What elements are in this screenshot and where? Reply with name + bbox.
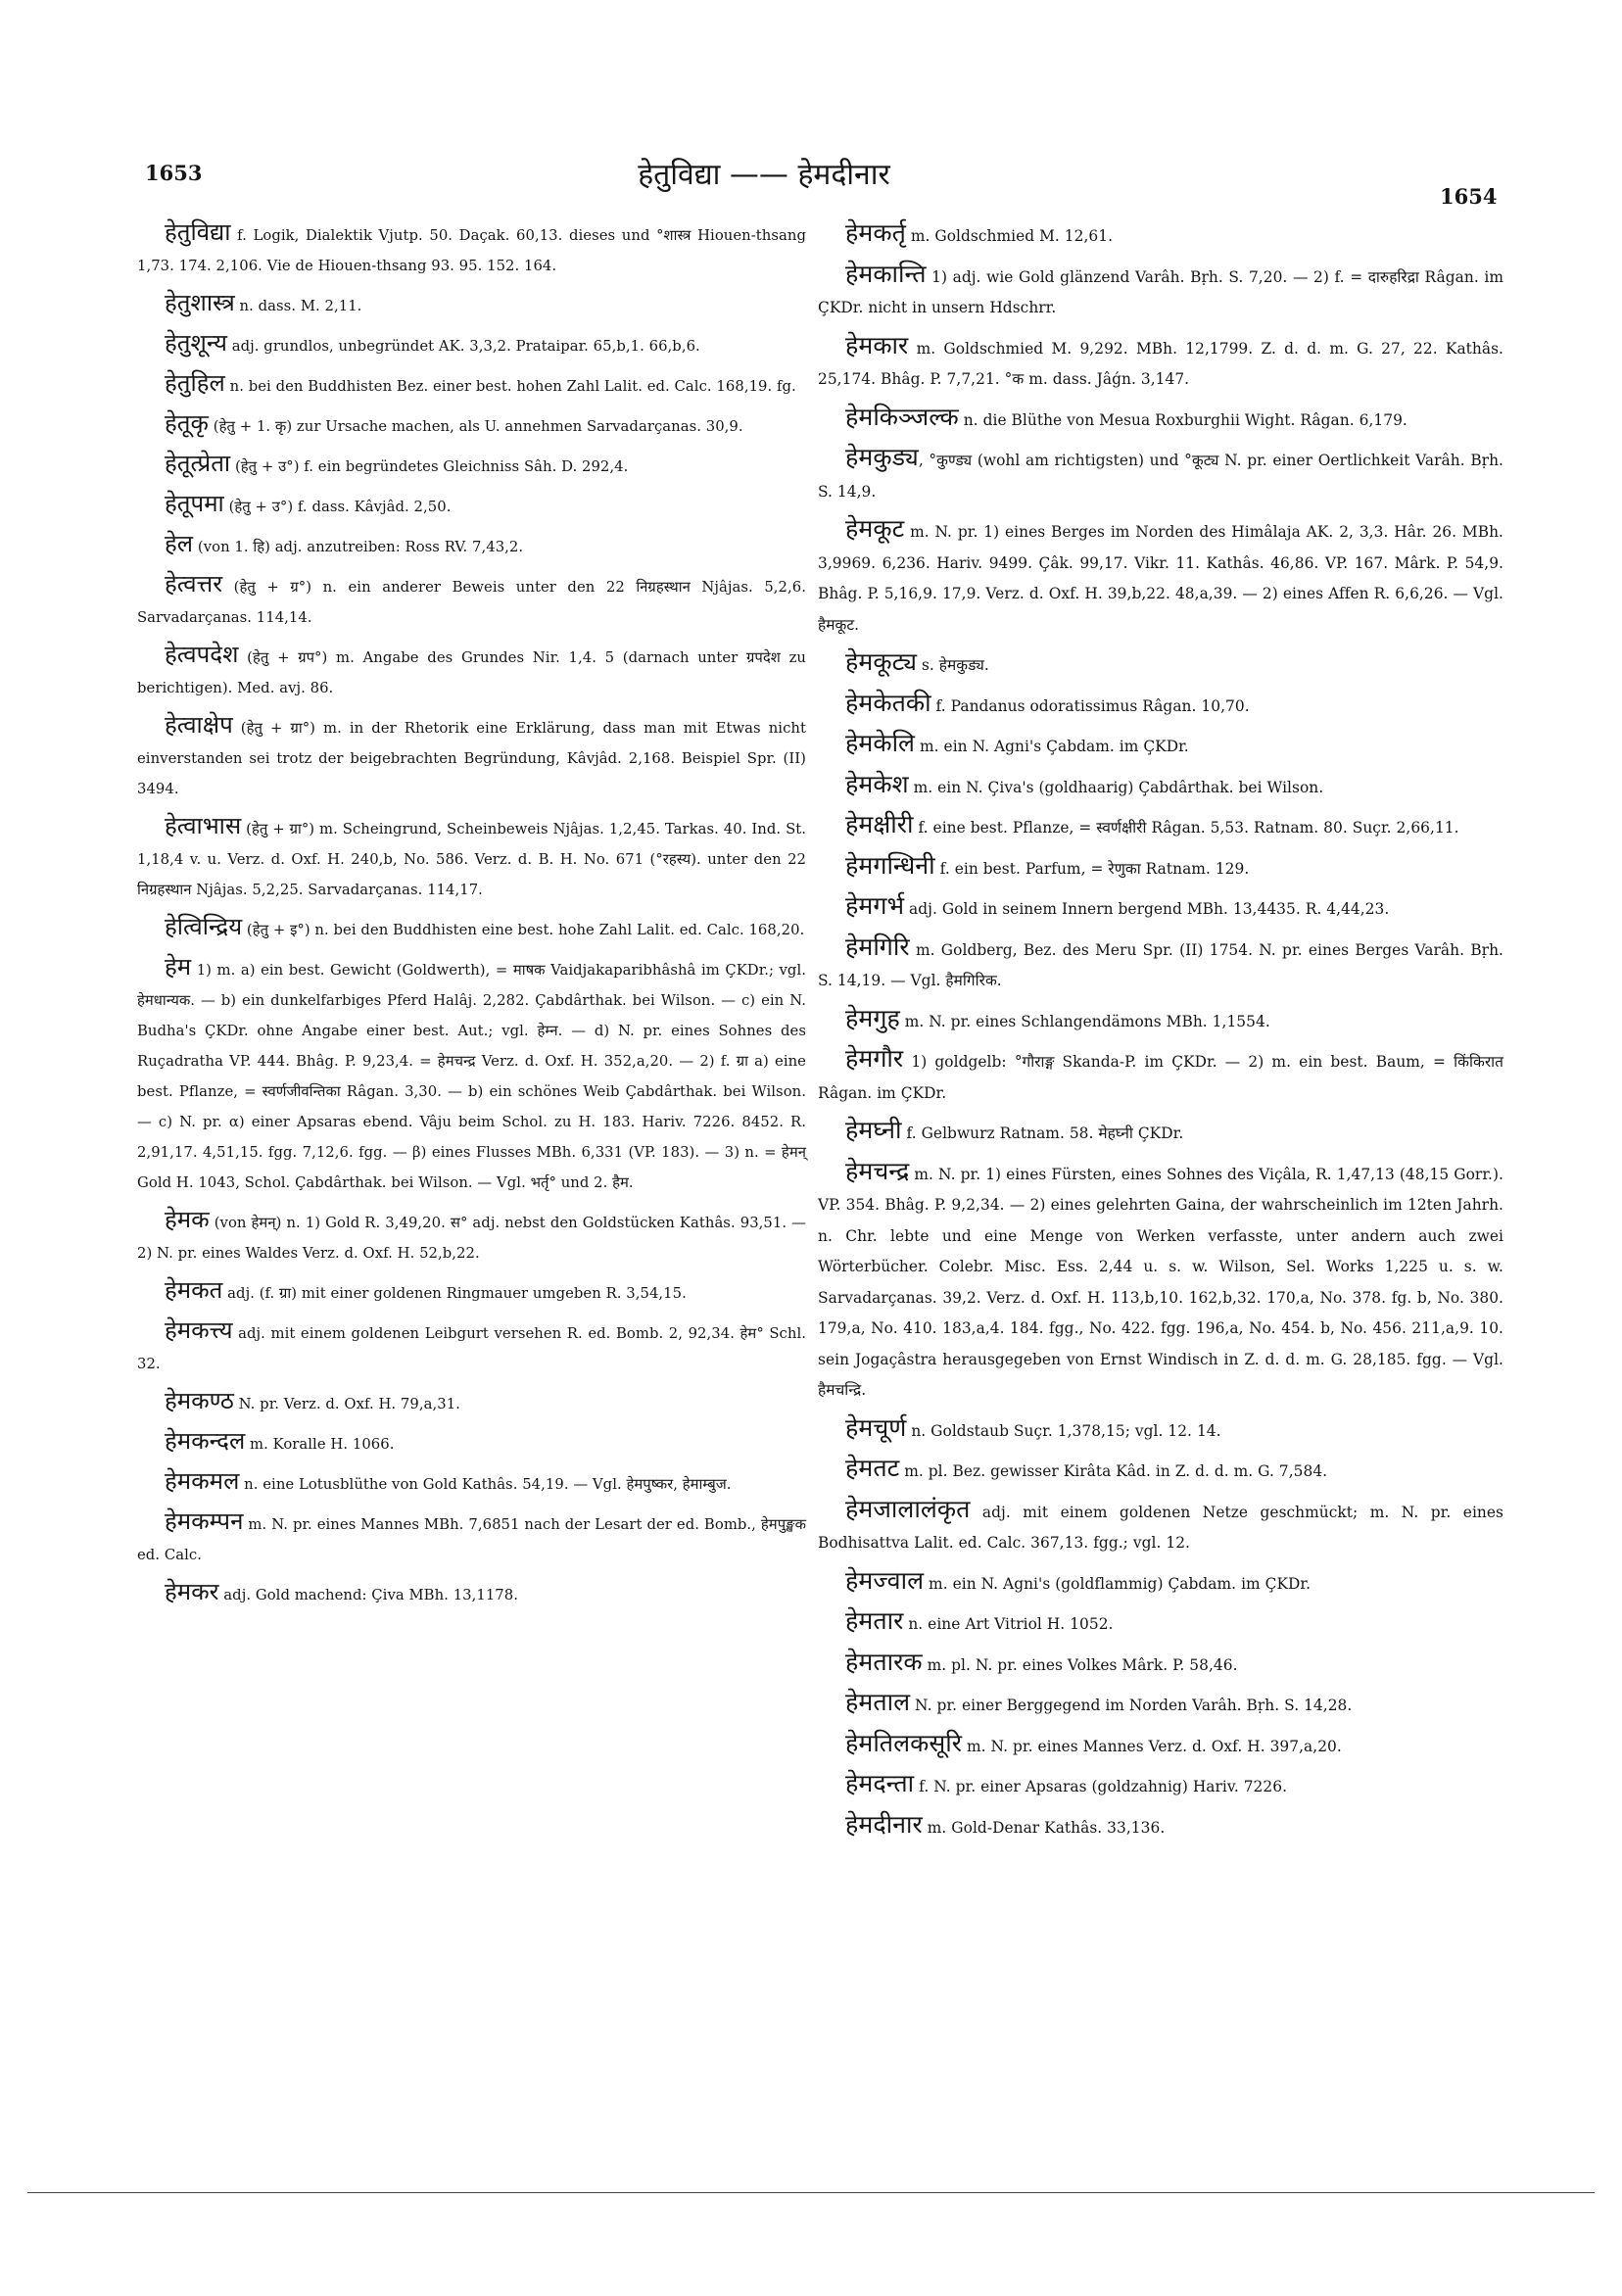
entry-headword: हेमकमल [165, 1467, 240, 1495]
dictionary-entry [818, 1565, 1503, 1601]
dictionary-entry [137, 811, 806, 905]
entry-definition: m. N. pr. eines Mannes MBh. 7,6851 nach der Lesart der ed. Bomb., हेमपुङ्खक ed. Calc. [137, 1516, 806, 1563]
dictionary-entry [818, 259, 1503, 324]
dictionary-entry [137, 710, 806, 804]
entry-definition: f. eine best. Pflanze, = स्वर्णक्षीरी Râgan. 5,53. Ratnam. 80. Suçr. 2,66,11. [913, 819, 1459, 837]
dictionary-entry [818, 1605, 1503, 1641]
entry-headword: हेमकुड्य [845, 443, 919, 471]
entry-definition: (हेतु + उ°) f. dass. Kâvjâd. 2,50. [223, 499, 452, 515]
dictionary-entry [137, 1275, 806, 1309]
entry-definition: s. हेमकुड्य. [917, 656, 989, 674]
entry-definition: f. Logik, Dialektik Vjutp. 50. Daçak. 60,13. dieses und °शास्त्र Hiouen-thsang 1,73. 174. 2,106. Vie de Hiouen-thsang 93. 95. 152. 164. [137, 227, 806, 274]
entry-definition: m. Koralle H. 1066. [245, 1436, 395, 1453]
dictionary-entry [818, 932, 1503, 997]
entry-definition: f. ein best. Parfum, = रेणुका Ratnam. 129. [934, 859, 1250, 878]
entry-definition: n. eine Art Vitriol H. 1052. [903, 1615, 1114, 1633]
dictionary-entry [137, 529, 806, 562]
entry-headword: हेमचन्द्र [845, 1156, 910, 1185]
dictionary-entry [818, 890, 1503, 926]
entry-definition: N. pr. Verz. d. Oxf. H. 79,a,31. [233, 1396, 460, 1412]
dictionary-entry [818, 1687, 1503, 1722]
entry-headword: हेतूकृ [165, 409, 210, 437]
entry-definition: adj. (f. ग्रा) mit einer goldenen Ringmauer umgeben R. 3,54,15. [222, 1285, 687, 1302]
entry-headword: हेमगौर [845, 1044, 904, 1073]
entry-definition: adj. grundlos, unbegründet AK. 3,3,2. Prataipar. 65,b,1. 66,b,6. [227, 338, 700, 355]
dictionary-entry [818, 646, 1503, 682]
entry-headword: हेत्वपदेश [165, 641, 239, 668]
entry-headword: हेमकत [165, 1276, 223, 1304]
dictionary-entry [818, 728, 1503, 763]
dictionary-entry [137, 1315, 806, 1379]
left-page-number: 1653 [145, 161, 203, 185]
dictionary-entry [137, 1466, 806, 1500]
entry-definition: f. N. pr. einer Apsaras (goldzahnig) Hariv. 7226. [914, 1778, 1288, 1795]
entry-definition: m. Goldschmied M. 9,292. MBh. 12,1799. Z. d. d. m. G. 27, 22. Kathâs. 25,174. Bhâg. P. 7,7,21. °क m. dass. Jâǵn. 3,147. [818, 339, 1503, 388]
entry-headword: हेमदीनार [845, 1809, 923, 1839]
entry-definition: n. eine Lotusblüthe von Gold Kathâs. 54,19. — Vgl. हेमपुष्कर, हेमाम्बुज. [239, 1476, 732, 1493]
entry-headword: हेमकूट [845, 514, 905, 543]
entry-definition: (हेतु + इ°) n. bei den Buddhisten eine best. hohe Zahl Lalit. ed. Calc. 168,20. [242, 922, 805, 938]
dictionary-entry [137, 1577, 806, 1610]
dictionary-entry [137, 1507, 806, 1570]
dictionary-entry [137, 1386, 806, 1419]
entry-definition: n. Goldstaub Suçr. 1,378,15; vgl. 12. 14. [906, 1421, 1221, 1440]
dictionary-entry [137, 640, 806, 703]
dictionary-entry [818, 809, 1503, 844]
entry-headword: हेमकम्पन [165, 1507, 244, 1535]
entry-headword: हेमगुह [845, 1003, 900, 1032]
entry-definition: m. N. pr. 1) eines Fürsten, eines Sohnes des Viçâla, R. 1,47,13 (48,15 Gorr.). VP. 354. Bhâg. P. 9,2,34. — 2) eines gelehrten Gaina, der wahrscheinlich im 12ten Jahrh. n. Chr. lebte und eine Menge von Werken verfasste, unter andern auch zwei Wörterbücher. Colebr. Misc. Ess. 2,44 u. s. w. Wilson, Sel. Works 1,225 u. s. w. Sarvadarçanas. 39,2. Verz. d. Oxf. H. 113,b,10. 162,b,32. 170,a, No. 378. fg. b, No. 380. 179,a, No. 410. 183,a,4. 184. fgg., No. 422. fgg. 196,a, No. 454. b, No. 456. 211,a,9. 10. sein Jogaçâstra herausgegeben von Ernst Windisch in Z. d. d. m. G. 28,185. fgg. — Vgl. हैमचन्द्रि. [818, 1165, 1503, 1399]
dictionary-entry [137, 368, 806, 402]
entry-definition: adj. Gold machend: Çiva MBh. 13,1178. [218, 1587, 518, 1603]
entry-definition: f. Pandanus odoratissimus Râgan. 10,70. [930, 696, 1250, 715]
entry-headword: हेत्विन्द्रिय [165, 913, 243, 940]
entry-definition: m. ein N. Agni's Çabdam. im ÇKDr. [915, 738, 1189, 755]
entry-headword: हेमगन्धिनी [845, 850, 935, 880]
dictionary-entry [818, 688, 1503, 723]
dictionary-entry [818, 1453, 1503, 1488]
entry-definition: , °कुण्ड्य (wohl am richtigsten) und °कूट्य N. pr. einer Oertlichkeit Varâh. Bṛh. S. 14,9. [818, 452, 1503, 501]
entry-definition: (von हेमन्) n. 1) Gold R. 3,49,20. स° adj. nebst den Goldstücken Kathâs. 93,51. — 2) N. pr. eines Waldes Verz. d. Oxf. H. 52,b,22. [137, 1215, 806, 1262]
entry-definition: n. die Blüthe von Mesua Roxburghii Wight. Râgan. 6,179. [958, 410, 1407, 429]
entry-definition: m. N. pr. 1) eines Berges im Norden des Himâlaja AK. 2, 3,3. Hâr. 26. MBh. 3,9969. 6,236. Hariv. 9499. Çâk. 99,17. Vikr. 11. Kathâs. 46,86. VP. 167. Mârk. P. 54,9. Bhâg. P. 5,16,9. 17,9. Verz. d. Oxf. H. 39,b,22. 48,a,39. — 2) eines Affen R. 6,6,26. — Vgl. हैमकूट. [818, 523, 1503, 634]
entry-definition: adj. Gold in seinem Innern bergend MBh. 13,4435. R. 4,44,23. [904, 900, 1390, 918]
dictionary-entry [818, 330, 1503, 396]
entry-headword: हेमतट [845, 1454, 900, 1482]
dictionary-entry [137, 912, 806, 945]
entry-definition: (हेतु + उ°) f. ein begründetes Gleichniss Sâh. D. 292,4. [230, 458, 629, 475]
entry-definition: m. ein N. Agni's (goldflammig) Çabdam. im ÇKDr. [924, 1574, 1312, 1593]
dictionary-entry [137, 328, 806, 361]
entry-definition: adj. mit einem goldenen Leibgurt versehen R. ed. Bomb. 2, 92,34. हेम° Schl. 32. [137, 1325, 806, 1372]
entry-headword: हेमकर्तृ [845, 218, 906, 247]
dictionary-entry [137, 288, 806, 321]
entry-headword: हेतुशून्य [165, 329, 227, 357]
entry-headword: हेमकत्त्य [165, 1316, 233, 1344]
entry-headword: हेमकार [845, 330, 909, 359]
dictionary-entry [137, 1426, 806, 1459]
entry-headword: हेतूपमा [165, 490, 224, 517]
right-column [818, 217, 1503, 1849]
entry-headword: हेमकूट्य [845, 647, 918, 676]
entry-headword: हेत्वाक्षेप [165, 711, 233, 739]
entry-headword: हेमजालालंकृत [845, 1494, 971, 1523]
dictionary-entry [137, 449, 806, 482]
dictionary-entry [818, 1647, 1503, 1682]
entry-definition: (von 1. हि) adj. anzutreiben: Ross RV. 7,43,2. [193, 539, 524, 555]
entry-headword: हेमताल [845, 1688, 911, 1716]
footer-rule [27, 2192, 1595, 2193]
entry-definition: (हेतु + ग्रा°) m. Scheingrund, Scheinbeweis Njâjas. 1,2,45. Tarkas. 40. Ind. St. 1,18,4 v. u. Verz. d. Oxf. H. 240,b, No. 586. Verz. d. B. H. No. 671 (°रहस्य). unter den 22 निग्रहस्थान Njâjas. 5,2,25. Sarvadarçanas. 114,17. [137, 821, 806, 898]
entry-headword: हेमगिरि [845, 932, 910, 961]
entry-definition: 1) goldgelb: °गौराङ्ग Skanda-P. im ÇKDr. — 2) m. ein best. Baum, = किंकिरात Râgan. im ÇKDr. [818, 1053, 1503, 1102]
entry-headword: हेतुहिल [165, 369, 225, 397]
dictionary-entry [818, 769, 1503, 804]
dictionary-entry [137, 217, 806, 281]
entry-definition: (हेतु + ग्रप°) m. Angabe des Grundes Nir. 1,4. 5 (darnach unter ग्रपदेश zu berichtigen). Med. avj. 86. [137, 649, 806, 696]
dictionary-entry [137, 489, 806, 522]
page-header [0, 147, 1622, 209]
entry-definition: m. Goldschmied M. 12,61. [905, 227, 1114, 245]
entry-definition: 1) m. a) ein best. Gewicht (Goldwerth), = माषक Vaidjakaparibhâshâ im ÇKDr.; vgl. हेमधान्यक. — b) ein dunkelfarbiges Pferd Halâj. 2,282. Çabdârthak. bei Wilson. — c) ein N. Budha's ÇKDr. ohne Angabe einer best. Aut.; vgl. हेम्न. — d) N. pr. eines Sohnes des Ruçadratha VP. 444. Bhâg. P. 9,23,4. = हेमचन्द्र Verz. d. Oxf. H. 352,a,20. — 2) f. ग्रा a) eine best. Pflanze, = स्वर्णजीवन्तिका Râgan. 3,30. — b) ein schönes Weib Çabdârthak. bei Wilson. — c) N. pr. α) einer Apsaras ebend. Vâju beim Schol. zu H. 183. Hariv. 7226. 8452. R. 2,91,17. 4,51,15. fgg. 7,12,6. fgg. — β) eines Flusses MBh. 6,331 (VP. 183). — 3) n. = हेमन् Gold H. 1043, Schol. Çabdârthak. bei Wilson. — Vgl. भर्तृ° und 2. हैम. [137, 962, 806, 1191]
entry-definition: m. N. pr. eines Mannes Verz. d. Oxf. H. 397,a,20. [962, 1737, 1342, 1755]
running-head: हेतुविद्या —— हेमदीनार [638, 158, 890, 192]
entry-headword: हेमकेतकी [845, 688, 931, 717]
left-column [137, 217, 806, 1617]
entry-headword: हेमदन्ता [845, 1769, 915, 1797]
entry-headword: हेमकेश [845, 769, 909, 798]
dictionary-entry [818, 1412, 1503, 1448]
dictionary-entry [818, 402, 1503, 437]
entry-headword: हेल [165, 530, 194, 557]
dictionary-entry [818, 1494, 1503, 1559]
right-page-number: 1654 [1440, 184, 1498, 209]
entry-headword: हेतूत्प्रेता [165, 450, 231, 477]
entry-headword: हेमज्वाल [845, 1565, 925, 1595]
dictionary-entry [818, 1156, 1503, 1407]
entry-definition: m. ein N. Çiva's (goldhaarig) Çabdârthak. bei Wilson. [908, 778, 1324, 796]
dictionary-entry [818, 1728, 1503, 1763]
entry-headword: हेम [165, 953, 192, 981]
dictionary-entry [818, 513, 1503, 641]
entry-definition: m. pl. N. pr. eines Volkes Mârk. P. 58,46. [922, 1655, 1238, 1674]
entry-headword: हेमक [165, 1206, 210, 1233]
dictionary-entry [818, 850, 1503, 885]
dictionary-entry [137, 408, 806, 442]
entry-definition: m. Gold-Denar Kathâs. 33,136. [922, 1818, 1166, 1837]
entry-headword: हेमकिञ्जल्क [845, 402, 959, 431]
dictionary-entry [818, 217, 1503, 253]
dictionary-entry [137, 952, 806, 1198]
dictionary-entry [818, 1043, 1503, 1109]
entry-definition: (हेतु + ग्र°) n. ein anderer Beweis unter den 22 निग्रहस्थान Njâjas. 5,2,6. Sarvadarçanas. 114,14. [137, 579, 806, 626]
entry-headword: हेमकण्ठ [165, 1387, 234, 1414]
entry-headword: हेमघ्नी [845, 1116, 902, 1144]
entry-headword: हेमकान्ति [845, 259, 927, 288]
entry-headword: हेमगर्भ [845, 891, 905, 920]
entry-definition: adj. mit einem goldenen Netze geschmückt; m. N. pr. eines Bodhisattva Lalit. ed. Calc. 367,13. fgg.; vgl. 12. [818, 1503, 1503, 1552]
entry-headword: हेमचूर्ण [845, 1412, 907, 1442]
entry-definition: n. bei den Buddhisten Bez. einer best. hohen Zahl Lalit. ed. Calc. 168,19. fg. [224, 378, 796, 395]
dictionary-entry [137, 1205, 806, 1268]
entry-definition: m. Goldberg, Bez. des Meru Spr. (II) 1754. N. pr. eines Berges Varâh. Bṛh. S. 14,19. — Vgl. हैमगिरिक. [818, 940, 1503, 989]
dictionary-entry [818, 1809, 1503, 1844]
entry-headword: हेमकन्दल [165, 1427, 246, 1455]
entry-definition: m. pl. Bez. gewisser Kirâta Kâd. in Z. d. d. m. G. 7,584. [899, 1462, 1328, 1480]
dictionary-entry [137, 569, 806, 633]
entry-definition: (हेतु + 1. कृ) zur Ursache machen, als U. annehmen Sarvadarçanas. 30,9. [209, 418, 743, 435]
entry-headword: हेतुशास्त्र [165, 289, 235, 316]
entry-definition: f. Gelbwurz Ratnam. 58. मेहघ्नी ÇKDr. [901, 1124, 1184, 1142]
entry-definition: n. dass. M. 2,11. [234, 298, 362, 314]
entry-headword: हेमकेलि [845, 729, 916, 757]
entry-definition: (हेतु + ग्रा°) m. in der Rhetorik eine Erklärung, dass man mit Etwas nicht einverstanden sei trotz der beigebrachten Begründung, Kâvjâd. 2,168. Beispiel Spr. (II) 3494. [137, 720, 806, 797]
entry-headword: हेतुविद्या [165, 218, 231, 246]
dictionary-entry [818, 1115, 1503, 1150]
entry-headword: हेत्वाभास [165, 812, 242, 839]
entry-definition: N. pr. einer Berggegend im Norden Varâh. Bṛh. S. 14,28. [910, 1697, 1353, 1714]
entry-headword: हेमक्षीरी [845, 810, 914, 838]
entry-headword: हेमतारक [845, 1647, 923, 1676]
entry-headword: हेमतार [845, 1606, 904, 1635]
dictionary-entry [818, 1003, 1503, 1038]
entry-headword: हेत्वत्तर [165, 570, 223, 598]
entry-definition: m. N. pr. eines Schlangendämons MBh. 1,1554. [899, 1012, 1270, 1030]
dictionary-entry [818, 442, 1503, 507]
dictionary-entry [818, 1768, 1503, 1803]
entry-definition: 1) adj. wie Gold glänzend Varâh. Bṛh. S. 7,20. — 2) f. = दारुहरिद्रा Râgan. im ÇKDr. nicht in unsern Hdschrr. [818, 267, 1503, 316]
entry-headword: हेमतिलकसूरि [845, 1728, 963, 1757]
entry-headword: हेमकर [165, 1578, 219, 1605]
